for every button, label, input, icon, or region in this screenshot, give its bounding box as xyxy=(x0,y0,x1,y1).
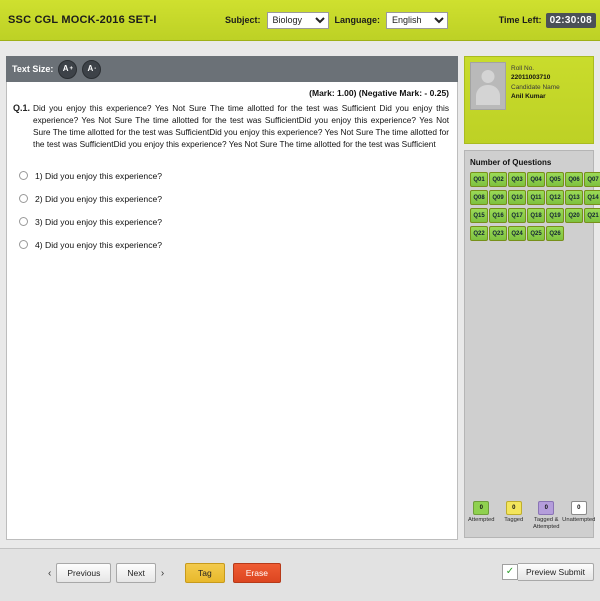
text-size-label: Text Size: xyxy=(12,64,54,74)
question-number: Q.1. xyxy=(13,103,31,113)
increase-text-size-button[interactable] xyxy=(58,60,77,79)
avatar xyxy=(470,62,506,110)
question-palette-title: Number of Questions xyxy=(470,158,552,167)
question-palette-button[interactable]: Q01 xyxy=(470,172,488,187)
question-palette-button[interactable]: Q08 xyxy=(470,190,488,205)
question-palette-button[interactable]: Q19 xyxy=(546,208,564,223)
option-radio-4[interactable] xyxy=(19,240,28,249)
next-arrow-icon[interactable]: › xyxy=(160,567,165,579)
legend-count-attempted: 0 xyxy=(473,501,489,515)
navigation-group xyxy=(48,563,164,583)
candidate-name-value: Anil Kumar xyxy=(511,93,546,101)
preview-submit-button[interactable]: Preview Submit xyxy=(518,563,594,581)
question-palette-button[interactable]: Q17 xyxy=(508,208,526,223)
avatar-head-icon xyxy=(482,70,495,83)
question-palette-button[interactable]: Q03 xyxy=(508,172,526,187)
question-palette-button[interactable]: Q12 xyxy=(546,190,564,205)
legend-item-attempted xyxy=(466,501,496,524)
option-label-3: 3) Did you enjoy this experience? xyxy=(35,216,163,227)
option-label-1: 1) Did you enjoy this experience? xyxy=(35,170,163,181)
footer-bar xyxy=(0,548,600,601)
question-palette-panel xyxy=(464,150,599,538)
question-palette-button[interactable]: Q10 xyxy=(508,190,526,205)
question-palette-button[interactable]: Q15 xyxy=(470,208,488,223)
palette-legend xyxy=(465,501,595,531)
time-left-value: 02:30:08 xyxy=(546,13,596,28)
candidate-profile xyxy=(464,56,594,144)
question-palette-button[interactable]: Q23 xyxy=(489,226,507,241)
right-sidebar xyxy=(464,56,599,540)
language-label: Language: xyxy=(334,15,381,25)
action-group xyxy=(185,563,281,583)
option-row[interactable] xyxy=(19,164,457,187)
question-palette-button[interactable]: Q04 xyxy=(527,172,545,187)
plus-icon: + xyxy=(69,66,73,72)
legend-count-tagged: 0 xyxy=(506,501,522,515)
previous-button[interactable]: Previous xyxy=(56,563,111,583)
legend-item-tagged xyxy=(499,501,529,524)
question-text: Did you enjoy this experience? Yes Not Sure The time allotted for the test was Sufficient Did you enjoy this experience? Yes Not Sure The time allotted for the test was SufficientDid you enjoy this experience? Yes Not Sure The time allotted for the test was SufficientDid you enjoy this experience? Yes Not Sure The time allotted for the test was SufficientDid you enjoy this experience? Yes Not Sure The time allotted for the test was Sufficient xyxy=(33,103,449,150)
time-left-label: Time Left: xyxy=(498,15,542,25)
question-palette-button[interactable]: Q14 xyxy=(584,190,600,205)
legend-label-attempted: Attempted xyxy=(468,516,495,523)
option-row[interactable] xyxy=(19,187,457,210)
question-palette-button[interactable]: Q02 xyxy=(489,172,507,187)
option-row[interactable] xyxy=(19,210,457,233)
question-palette-button[interactable]: Q18 xyxy=(527,208,545,223)
check-icon[interactable]: ✓ xyxy=(502,564,518,580)
question-palette-button[interactable]: Q09 xyxy=(489,190,507,205)
language-select[interactable] xyxy=(386,12,448,29)
question-palette-button[interactable]: Q26 xyxy=(546,226,564,241)
question-palette-button[interactable]: Q13 xyxy=(565,190,583,205)
question-palette-button[interactable]: Q11 xyxy=(527,190,545,205)
legend-label-tagged: Tagged xyxy=(504,516,524,523)
marks-info: (Mark: 1.00) (Negative Mark: - 0.25) xyxy=(309,88,449,98)
roll-no-value: 22011003710 xyxy=(511,74,551,82)
previous-arrow-icon[interactable]: ‹ xyxy=(48,567,52,579)
question-palette-button[interactable]: Q16 xyxy=(489,208,507,223)
top-header-bar xyxy=(0,0,600,41)
options-list xyxy=(7,164,457,256)
decrease-text-letter: A xyxy=(87,64,94,73)
legend-label-unattempted: Unattempted xyxy=(562,516,596,523)
increase-text-letter: A xyxy=(62,64,69,73)
question-panel xyxy=(6,82,458,540)
submit-group[interactable] xyxy=(502,563,594,581)
question-palette-button[interactable]: Q24 xyxy=(508,226,526,241)
legend-item-unattempted xyxy=(564,501,594,524)
option-label-4: 4) Did you enjoy this experience? xyxy=(35,239,163,250)
subject-select[interactable] xyxy=(267,12,329,29)
option-row[interactable] xyxy=(19,233,457,256)
decrease-text-size-button[interactable] xyxy=(82,60,101,79)
header-selectors xyxy=(225,0,448,40)
question-palette-grid xyxy=(465,172,599,241)
tag-button[interactable]: Tag xyxy=(185,563,225,583)
question-palette-button[interactable]: Q25 xyxy=(527,226,545,241)
next-button[interactable]: Next xyxy=(116,563,155,583)
question-palette-button[interactable]: Q07 xyxy=(584,172,600,187)
exam-title: SSC CGL MOCK-2016 SET-I xyxy=(8,14,157,26)
subject-label: Subject: xyxy=(225,15,261,25)
text-size-toolbar xyxy=(6,56,458,82)
option-radio-1[interactable] xyxy=(19,171,28,180)
question-palette-button[interactable]: Q22 xyxy=(470,226,488,241)
question-palette-button[interactable]: Q20 xyxy=(565,208,583,223)
avatar-body-icon xyxy=(476,85,500,105)
candidate-name-label: Candidate Name xyxy=(511,83,560,91)
legend-label-tagged-attempted: Tagged & Attempted xyxy=(533,516,560,530)
roll-no-label: Roll No. xyxy=(511,65,535,72)
option-label-2: 2) Did you enjoy this experience? xyxy=(35,193,163,204)
question-block xyxy=(7,100,457,150)
question-palette-button[interactable]: Q06 xyxy=(565,172,583,187)
option-radio-3[interactable] xyxy=(19,217,28,226)
timer-area xyxy=(499,0,596,40)
legend-item-tagged-attempted xyxy=(531,501,561,531)
minus-icon: - xyxy=(94,66,97,72)
question-palette-button[interactable]: Q05 xyxy=(546,172,564,187)
question-palette-button[interactable]: Q21 xyxy=(584,208,600,223)
option-radio-2[interactable] xyxy=(19,194,28,203)
candidate-details xyxy=(511,62,560,138)
legend-count-tagged-attempted: 0 xyxy=(538,501,554,515)
legend-count-unattempted: 0 xyxy=(571,501,587,515)
erase-button[interactable]: Erase xyxy=(233,563,281,583)
